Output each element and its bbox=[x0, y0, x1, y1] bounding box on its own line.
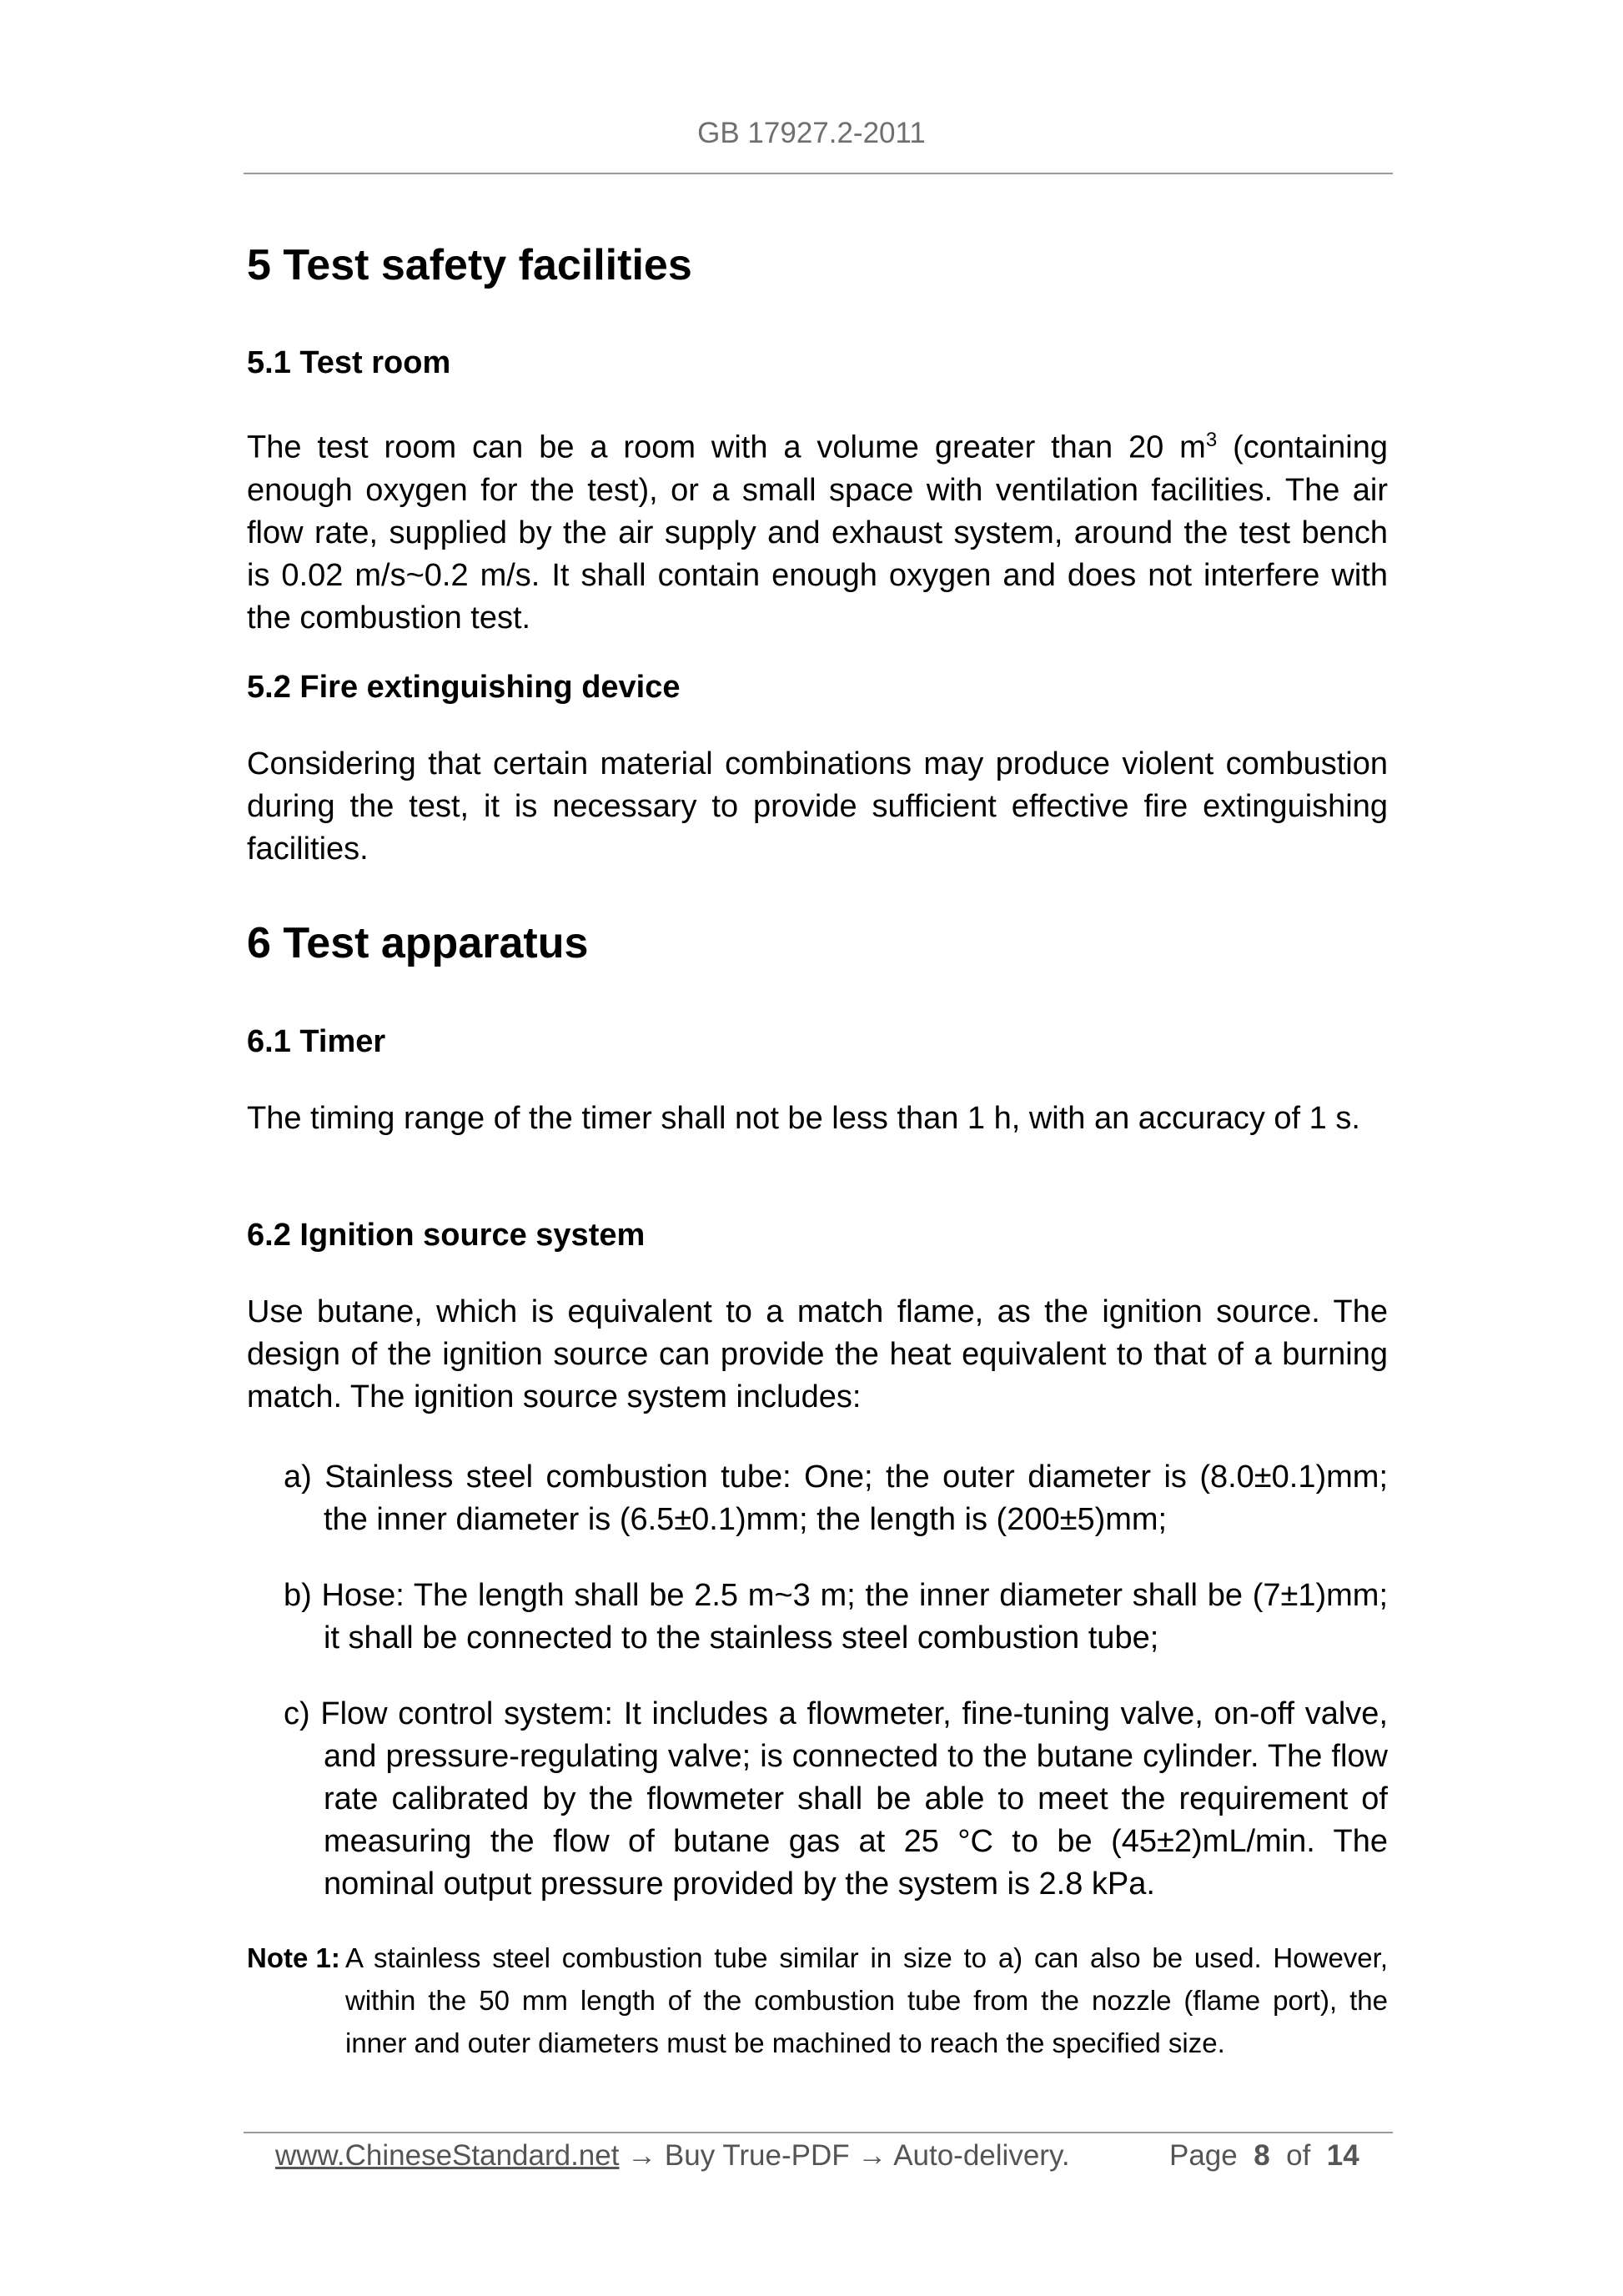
auto-delivery-text: Auto-delivery. bbox=[893, 2139, 1070, 2172]
website-link[interactable]: www.ChineseStandard.net bbox=[275, 2139, 620, 2172]
header-divider bbox=[244, 173, 1393, 174]
footer-promo bbox=[275, 2135, 1070, 2177]
list-item-c: c) Flow control system: It includes a flowmeter, fine-tuning valve, on-off valve, and pressure-regulating valve; is connected to the butane cylinder. The flow rate calibrated by the flowmeter shall be able to meet the requirement of measuring the flow of butane gas at 25 °C to be (45±2)mL/min. The nominal output pressure provided by the system is 2.8 kPa. bbox=[284, 1696, 1388, 1902]
page-word: Page bbox=[1169, 2139, 1238, 2172]
section-5-heading: 5 Test safety facilities bbox=[247, 241, 692, 289]
section-6-1-paragraph: The timing range of the timer shall not be less than 1 h, with an accuracy of 1 s. bbox=[247, 1101, 1360, 1136]
note-text: A stainless steel combustion tube similar in size to a) can also be used. However, within the 50 mm length of the combustion tube from the nozzle (flame port), the inner and outer diameters must be machined to reach the specified size. bbox=[345, 1942, 1388, 2058]
list-item-a: a) Stainless steel combustion tube: One; the outer diameter is (8.0±0.1)mm; the inner diameter is (6.5±0.1)mm; the length is (200±5)mm; bbox=[284, 1459, 1388, 1537]
note-1 bbox=[247, 1937, 1388, 2064]
of-word: of bbox=[1286, 2139, 1311, 2172]
note-label: Note 1: bbox=[247, 1942, 340, 1973]
section-5-1-text-end: (containing enough oxygen for the test), or a small space with ventilation facilities. The air flow rate, supplied by the air supply and exhaust system, around the test bench is 0.02 m/s~0.2 m/s. It shall contain enough oxygen and does not interfere with the combustion test. bbox=[247, 430, 1388, 636]
page-counter bbox=[1169, 2135, 1359, 2177]
section-6-1-heading: 6.1 Timer bbox=[247, 1024, 386, 1059]
buy-true-pdf-text: Buy True-PDF bbox=[664, 2139, 850, 2172]
section-5-1-text-start: The test room can be a room with a volume greater than 20 m bbox=[247, 430, 1206, 465]
arrow-right-icon: → bbox=[619, 2139, 665, 2172]
document-code-header: GB 17927.2-2011 bbox=[697, 117, 926, 149]
section-5-2-heading: 5.2 Fire extinguishing device bbox=[247, 670, 681, 705]
current-page: 8 bbox=[1254, 2139, 1270, 2172]
arrow-right-icon: → bbox=[849, 2139, 894, 2172]
section-6-2-heading: 6.2 Ignition source system bbox=[247, 1218, 646, 1253]
section-6-2-paragraph: Use butane, which is equivalent to a match flame, as the ignition source. The design of the ignition source can provide the heat equivalent to that of a burning match. The ignition source system includes: bbox=[247, 1294, 1388, 1414]
section-5-2-paragraph: Considering that certain material combinations may produce violent combustion during the test, it is necessary to provide sufficient effective fire extinguishing facilities. bbox=[247, 746, 1388, 867]
footer-divider bbox=[244, 2132, 1393, 2133]
superscript-3: 3 bbox=[1205, 429, 1218, 451]
total-pages: 14 bbox=[1326, 2139, 1359, 2172]
section-5-1-heading: 5.1 Test room bbox=[247, 345, 451, 380]
list-item-b: b) Hose: The length shall be 2.5 m~3 m; the inner diameter shall be (7±1)mm; it shall be connected to the stainless steel combustion tube; bbox=[284, 1578, 1388, 1655]
section-5-1-paragraph bbox=[247, 419, 1388, 640]
section-6-heading: 6 Test apparatus bbox=[247, 919, 589, 967]
